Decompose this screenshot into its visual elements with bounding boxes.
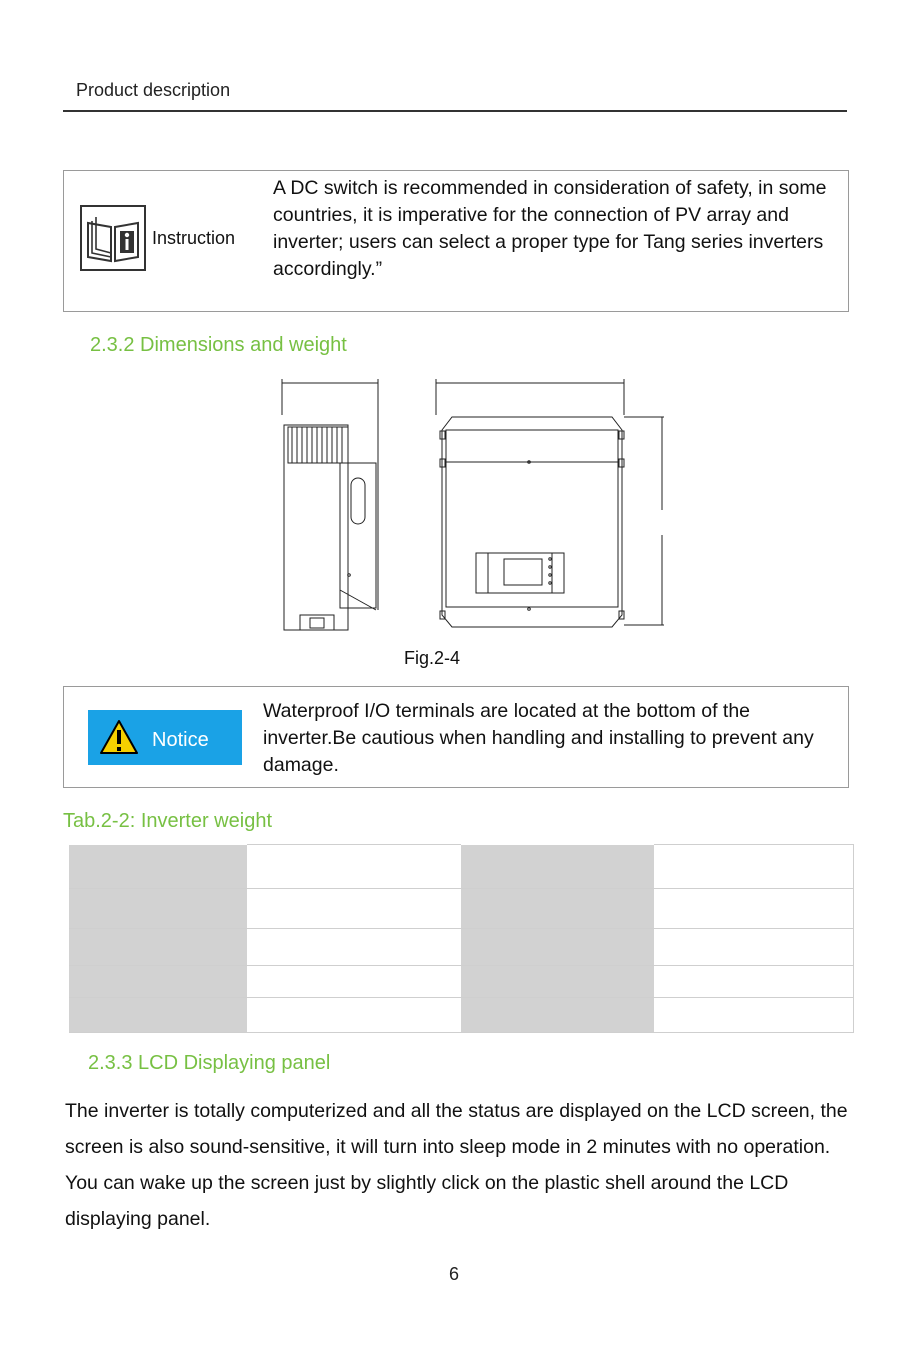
table-cell — [654, 889, 853, 929]
table-cell — [69, 929, 247, 966]
table-cell — [247, 966, 462, 998]
table-cell — [69, 889, 247, 929]
table-cell — [69, 845, 247, 889]
header-divider — [63, 110, 847, 112]
table-row — [69, 845, 854, 889]
section-heading-lcd: 2.3.3 LCD Displaying panel — [88, 1052, 331, 1074]
page-number: 6 — [449, 1264, 460, 1284]
table-cell — [461, 889, 654, 929]
lcd-description-paragraph: The inverter is totally computerized and all the status are displayed on the LCD screen, the screen is also sound-sensitive, it will turn into sleep mode in 2 minutes with no operation. You can wake up the screen just by slightly click on the plastic shell around the LCD displaying panel. — [65, 1100, 848, 1230]
table-row — [69, 889, 854, 929]
instruction-text: A DC switch is recommended in consideration of safety, in some countries, it is imperative for the connection of PV array and inverter; users can select a proper type for Tang series inverters accordingly.” — [273, 177, 827, 280]
notice-text: Waterproof I/O terminals are located at the bottom of the inverter.Be cautious when handling and installing to prevent any damage. — [263, 700, 814, 776]
table-cell — [461, 845, 654, 889]
table-cell — [461, 998, 654, 1033]
table-row — [69, 929, 854, 966]
table-cell — [247, 998, 462, 1033]
table-cell — [461, 929, 654, 966]
table-cell — [69, 966, 247, 998]
table-cell — [247, 845, 462, 889]
inverter-dimension-drawing — [270, 375, 670, 645]
table-cell — [654, 998, 853, 1033]
table-row — [69, 966, 854, 998]
table-cell — [654, 929, 853, 966]
table-cell — [69, 998, 247, 1033]
table-row — [69, 998, 854, 1033]
instruction-label: Instruction — [152, 228, 236, 248]
table-title: Tab.2-2: Inverter weight — [63, 810, 272, 832]
figure-caption: Fig.2-4 — [404, 648, 461, 668]
page-header-title: Product description — [76, 80, 231, 100]
table-cell — [461, 966, 654, 998]
table-cell — [654, 845, 853, 889]
inverter-weight-table — [69, 844, 854, 1033]
table-cell — [247, 929, 462, 966]
warning-icon — [99, 719, 139, 755]
notice-label: Notice — [152, 729, 209, 751]
manual-book-icon — [80, 205, 146, 271]
section-heading-dimensions: 2.3.2 Dimensions and weight — [90, 334, 347, 356]
table-cell — [654, 966, 853, 998]
table-cell — [247, 889, 462, 929]
